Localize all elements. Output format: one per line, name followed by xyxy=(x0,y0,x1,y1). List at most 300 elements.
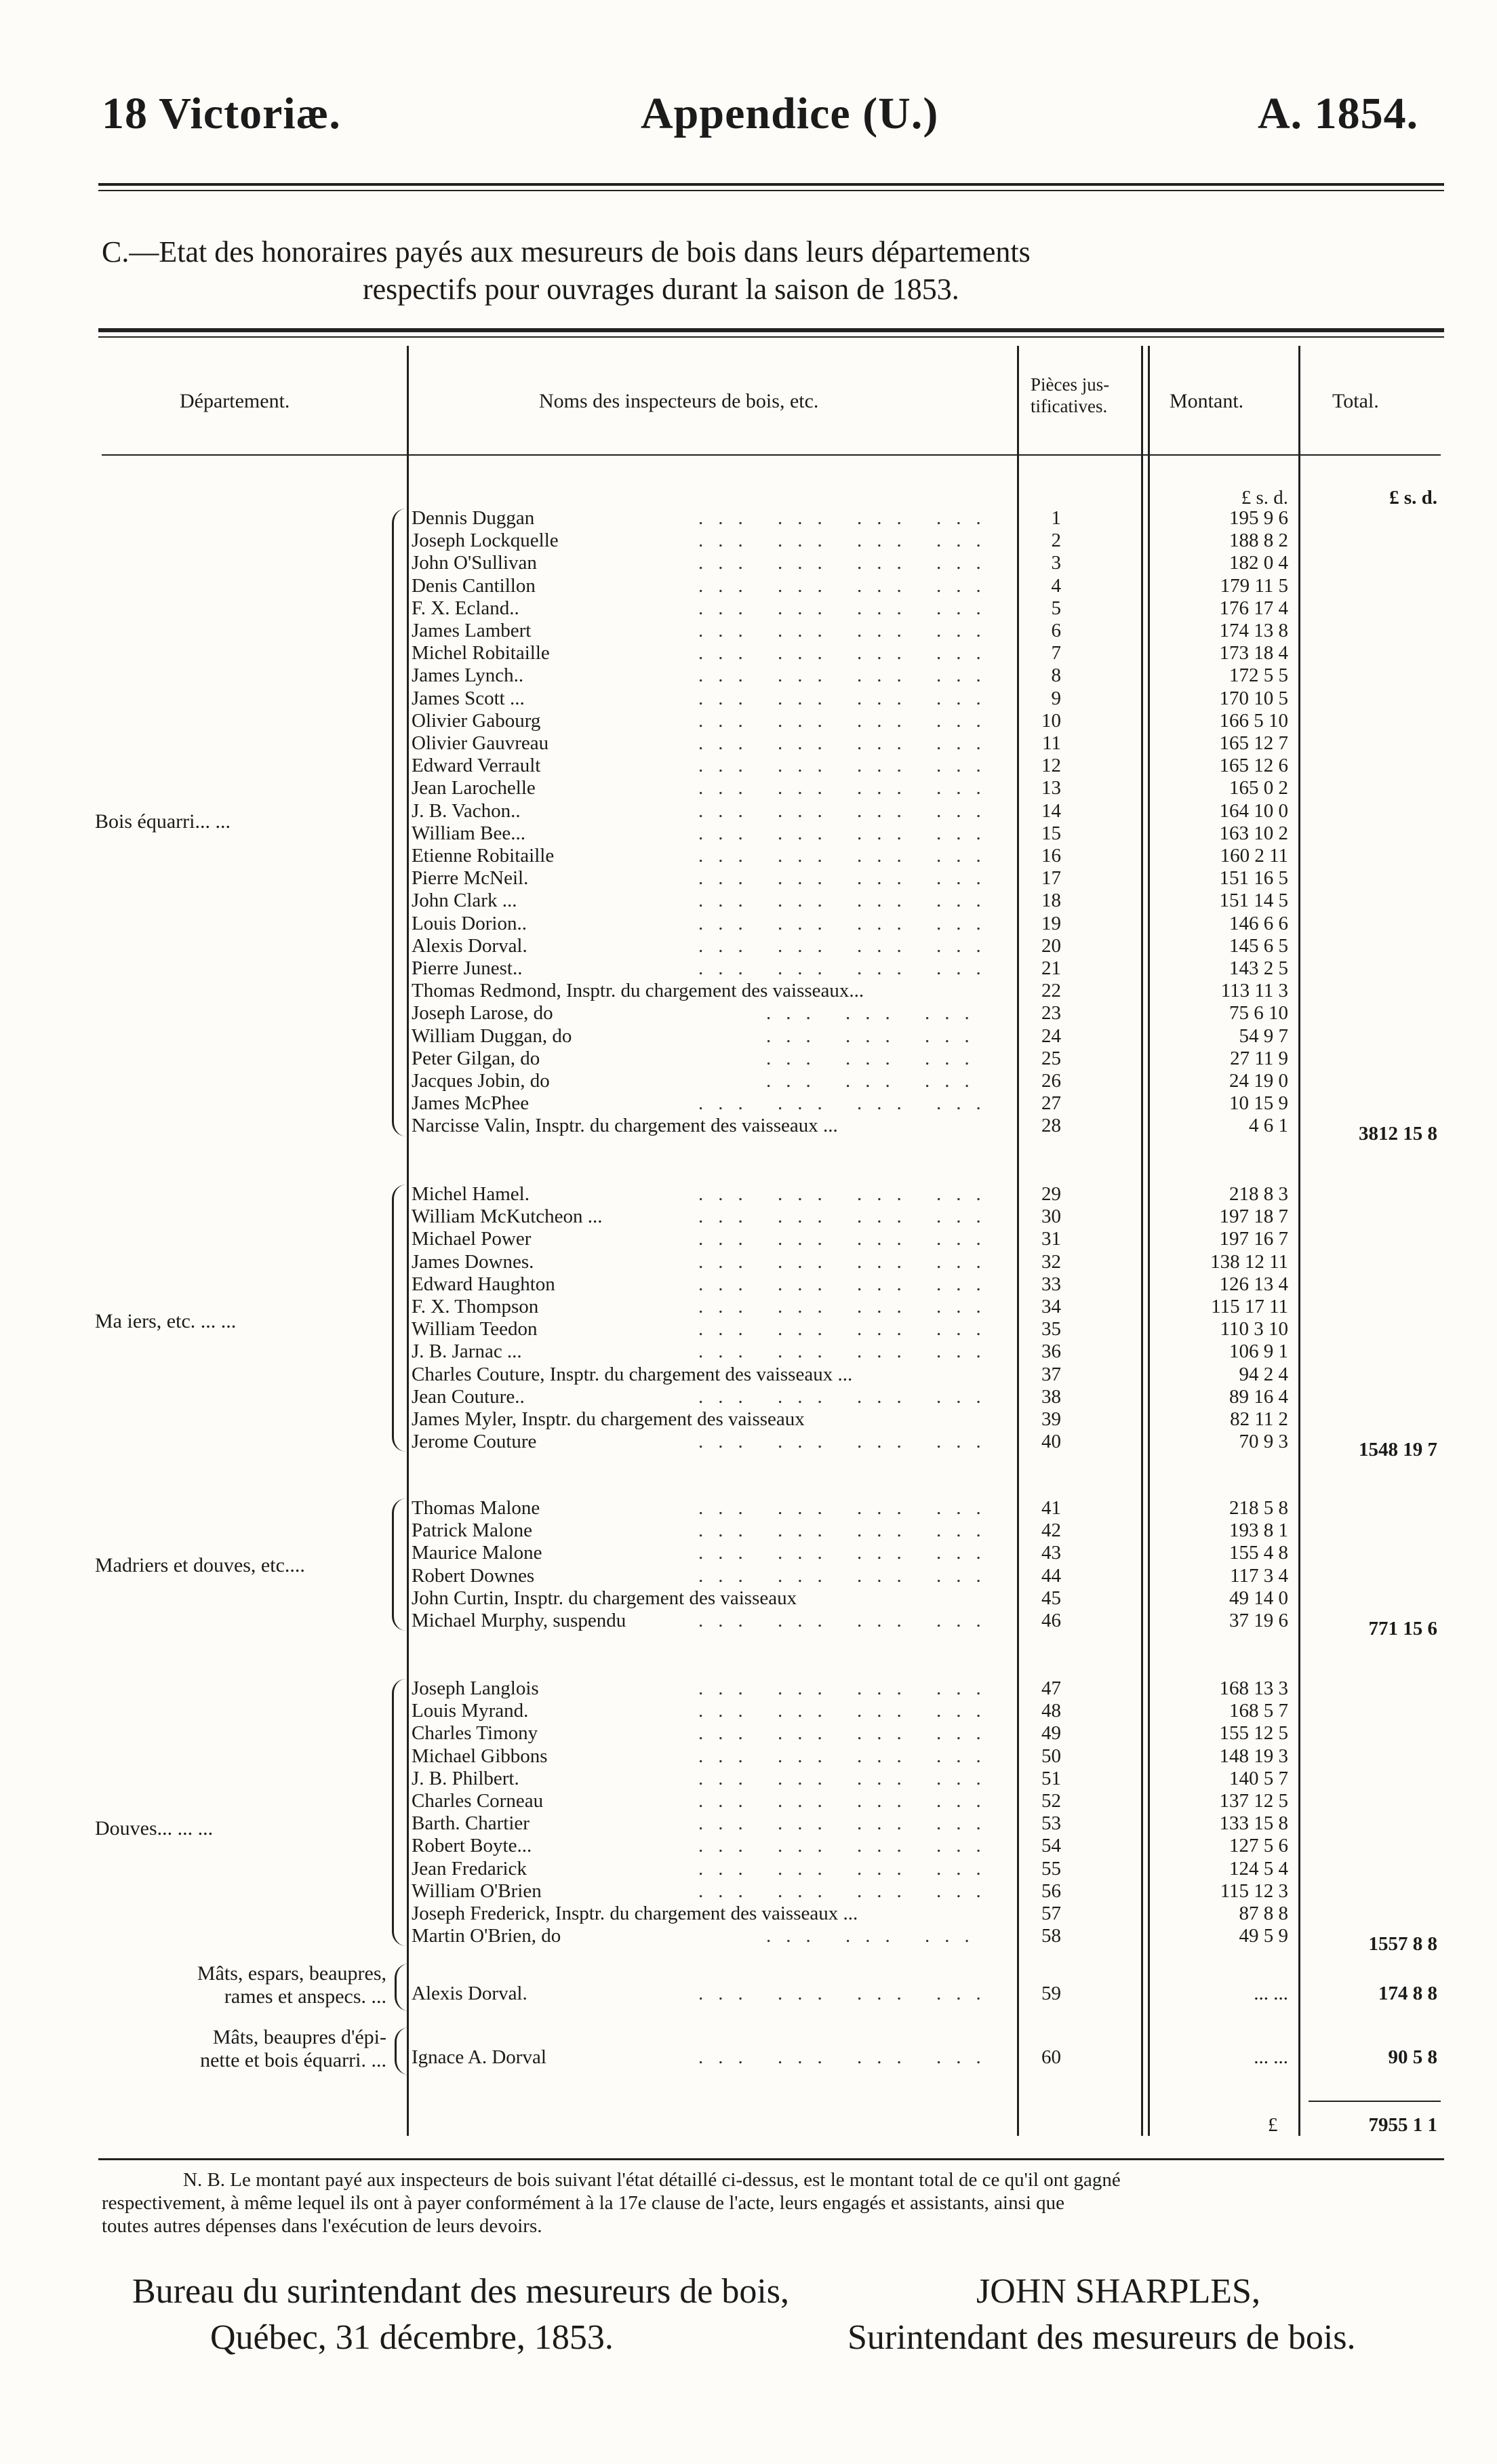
table-row xyxy=(0,530,1497,552)
amount-cell: 113 11 3 xyxy=(1220,980,1288,1002)
table-row xyxy=(0,1048,1497,1070)
voucher-number: 39 xyxy=(1041,1408,1061,1430)
table-row xyxy=(0,935,1497,957)
amount-cell: 151 14 5 xyxy=(1219,890,1288,912)
table-row xyxy=(0,890,1497,912)
group-total: 90 5 8 xyxy=(1388,2046,1437,2068)
department-label: Mâts, beaupres d'épi- xyxy=(212,2026,386,2048)
currency-amount: £ s. d. xyxy=(1241,487,1288,509)
table-row xyxy=(0,1880,1497,1903)
voucher-number: 53 xyxy=(1041,1812,1061,1835)
table-row xyxy=(0,777,1497,799)
amount-cell: 160 2 11 xyxy=(1220,845,1288,867)
table-row xyxy=(0,1273,1497,1296)
leader-dots: ... ... ... ... xyxy=(698,1092,996,1115)
leader-dots: ... ... ... ... xyxy=(698,530,996,552)
inspector-name: James Lynch.. xyxy=(412,664,524,687)
leader-dots: ... ... ... ... xyxy=(698,890,996,912)
voucher-number: 31 xyxy=(1041,1228,1061,1250)
voucher-number: 24 xyxy=(1041,1025,1061,1047)
leader-dots: ... ... ... ... xyxy=(698,2046,996,2068)
leader-dots: ... ... ... ... xyxy=(698,732,996,754)
amount-cell: 87 8 8 xyxy=(1239,1903,1288,1924)
amount-cell: 179 11 5 xyxy=(1220,574,1288,597)
voucher-number: 1 xyxy=(1051,507,1061,529)
voucher-number: 7 xyxy=(1051,642,1061,664)
inspector-name: Charles Corneau xyxy=(412,1790,544,1812)
department-label: Bois équarri... ... xyxy=(95,810,231,833)
leader-dots: ... ... ... ... xyxy=(698,1497,996,1519)
leader-dots: ... ... ... xyxy=(766,1002,984,1025)
table-row xyxy=(0,620,1497,642)
table-row xyxy=(0,688,1497,710)
department-label: Madriers et douves, etc.... xyxy=(95,1554,305,1576)
amount-cell: 115 12 3 xyxy=(1220,1880,1288,1902)
department-label: Douves... ... ... xyxy=(95,1817,214,1840)
amount-cell: 163 10 2 xyxy=(1219,822,1288,844)
currency-row xyxy=(0,487,1497,509)
voucher-number: 17 xyxy=(1041,867,1061,890)
table-row xyxy=(0,755,1497,777)
voucher-number: 55 xyxy=(1041,1857,1061,1880)
table-row xyxy=(0,1722,1497,1745)
inspector-name: Jean Larochelle xyxy=(412,777,536,799)
leader-dots: ... ... ... ... xyxy=(698,1880,996,1902)
inspector-name: William O'Brien xyxy=(412,1880,542,1902)
voucher-number: 11 xyxy=(1042,732,1061,754)
inspector-name: Edward Verrault xyxy=(412,755,541,777)
table-row xyxy=(0,1070,1497,1092)
leader-dots: ... ... ... ... xyxy=(698,1610,996,1631)
voucher-number: 45 xyxy=(1041,1587,1061,1609)
header-right: A. 1854. xyxy=(1258,89,1419,138)
table-row xyxy=(0,913,1497,935)
inspector-name: John Clark ... xyxy=(412,890,517,912)
inspector-name: Joseph Frederick, Insptr. du chargement des vaisseaux ... xyxy=(412,1903,858,1924)
voucher-number: 58 xyxy=(1041,1925,1061,1947)
leader-dots: ... ... ... xyxy=(766,1070,984,1092)
amount-cell: 27 11 9 xyxy=(1230,1047,1288,1069)
voucher-number: 54 xyxy=(1041,1835,1061,1857)
inspector-name: J. B. Philbert. xyxy=(412,1767,519,1789)
leader-dots: ... ... ... ... xyxy=(698,777,996,799)
table-row xyxy=(0,552,1497,574)
inspector-name: Dennis Duggan xyxy=(412,507,535,529)
inspector-name: Patrick Malone xyxy=(412,1519,532,1542)
header-center: Appendice (U.) xyxy=(641,89,939,138)
inspector-name: Michael Power xyxy=(412,1228,532,1250)
leader-dots: ... ... ... ... xyxy=(698,1745,996,1767)
voucher-number: 27 xyxy=(1041,1092,1061,1115)
voucher-number: 49 xyxy=(1041,1722,1061,1745)
amount-cell: 195 9 6 xyxy=(1229,507,1288,529)
amount-cell: 146 6 6 xyxy=(1229,912,1288,934)
header-rule-thin xyxy=(98,190,1444,191)
inspector-name: F. X. Ecland.. xyxy=(412,597,519,619)
amount-cell: 140 5 7 xyxy=(1229,1767,1288,1789)
table-row xyxy=(0,1183,1497,1206)
voucher-number: 41 xyxy=(1041,1497,1061,1519)
voucher-number: 3 xyxy=(1051,552,1061,574)
leader-dots: ... ... ... ... xyxy=(698,1340,996,1363)
leader-dots: ... ... ... ... xyxy=(698,957,996,979)
amount-cell: 165 12 6 xyxy=(1219,755,1288,777)
note-line-1: N. B. Le montant payé aux inspecteurs de bois suivant l'état détaillé ci-dessus, est le montant total de ce qu'il ont gagné xyxy=(183,2169,1121,2191)
leader-dots: ... ... ... ... xyxy=(698,642,996,664)
inspector-name: James Scott ... xyxy=(412,687,525,709)
amount-cell: 89 16 4 xyxy=(1229,1385,1288,1408)
amount-cell: 117 3 4 xyxy=(1230,1564,1288,1587)
amount-cell: 166 5 10 xyxy=(1219,709,1288,732)
table-row xyxy=(0,664,1497,687)
caption-line-1: C.—Etat des honoraires payés aux mesureurs de bois dans leurs départements xyxy=(102,235,1031,269)
amount-cell: 49 14 0 xyxy=(1229,1587,1288,1609)
table-row xyxy=(0,1251,1497,1273)
inspector-name: Jean Fredarick xyxy=(412,1857,527,1880)
inspector-name: Louis Myrand. xyxy=(412,1700,529,1722)
voucher-number: 23 xyxy=(1041,1002,1061,1025)
group-brace xyxy=(392,1185,406,1452)
table-top-rule xyxy=(98,328,1444,332)
table-row xyxy=(0,1115,1497,1145)
voucher-number: 20 xyxy=(1041,934,1061,957)
department-label: nette et bois équarri. ... xyxy=(200,2049,386,2071)
table-row xyxy=(0,1002,1497,1025)
group-brace xyxy=(392,1679,406,1946)
leader-dots: ... ... ... ... xyxy=(698,1564,996,1587)
amount-cell: 37 19 6 xyxy=(1229,1610,1288,1631)
inspector-name: Charles Timony xyxy=(412,1722,538,1745)
inspector-name: Martin O'Brien, do xyxy=(412,1925,561,1947)
inspector-name: Pierre Junest.. xyxy=(412,957,523,979)
voucher-number: 8 xyxy=(1051,664,1061,687)
table-row xyxy=(0,1925,1497,1955)
leader-dots: ... ... ... ... xyxy=(698,1273,996,1295)
grand-total-row xyxy=(0,2114,1497,2137)
inspector-name: Edward Haughton xyxy=(412,1273,555,1295)
leader-dots: ... ... ... ... xyxy=(698,597,996,619)
footer-office: Bureau du surintendant des mesureurs de bois, xyxy=(132,2272,790,2311)
leader-dots: ... ... ... ... xyxy=(698,845,996,867)
inspector-name: Thomas Malone xyxy=(412,1497,540,1519)
inspector-name: J. B. Jarnac ... xyxy=(412,1340,522,1363)
amount-cell: 110 3 10 xyxy=(1220,1318,1288,1340)
table-row xyxy=(0,1677,1497,1700)
grand-total-value: 7955 1 1 xyxy=(1368,2114,1437,2136)
inspector-name: Etienne Robitaille xyxy=(412,845,555,867)
leader-dots: ... ... ... ... xyxy=(698,1700,996,1722)
voucher-number: 59 xyxy=(1041,1983,1061,2004)
voucher-number: 18 xyxy=(1041,890,1061,912)
inspector-name: James Myler, Insptr. du chargement des vaisseaux xyxy=(412,1408,805,1430)
leader-dots: ... ... ... ... xyxy=(698,1206,996,1228)
amount-cell: 94 2 4 xyxy=(1239,1363,1288,1385)
group-total: 3812 15 8 xyxy=(1359,1123,1437,1145)
amount-cell: 124 5 4 xyxy=(1229,1857,1288,1880)
table-row xyxy=(0,1768,1497,1790)
amount-cell: 106 9 1 xyxy=(1229,1340,1288,1363)
leader-dots: ... ... ... ... xyxy=(698,1542,996,1564)
voucher-number: 37 xyxy=(1041,1363,1061,1385)
inspector-name: Michael Murphy, suspendu xyxy=(412,1610,626,1631)
leader-dots: ... ... ... ... xyxy=(698,1431,996,1453)
voucher-number: 4 xyxy=(1051,574,1061,597)
amount-cell: 70 9 3 xyxy=(1239,1431,1288,1453)
table-row xyxy=(0,1790,1497,1812)
inspector-name: Maurice Malone xyxy=(412,1542,542,1564)
grand-total-rule xyxy=(1309,2101,1441,2102)
voucher-number: 6 xyxy=(1051,620,1061,641)
table-row xyxy=(0,1903,1497,1925)
group-brace xyxy=(395,1964,409,2011)
note-line-3: toutes autres dépenses dans l'exécution de leurs devoirs. xyxy=(102,2215,542,2237)
table-row xyxy=(0,1431,1497,1461)
table-row xyxy=(0,507,1497,530)
header-bottom-rule xyxy=(102,454,1441,456)
inspector-name: Narcisse Valin, Insptr. du chargement des vaisseaux ... xyxy=(412,1115,838,1137)
voucher-number: 22 xyxy=(1041,980,1061,1002)
voucher-number: 21 xyxy=(1041,957,1061,979)
voucher-number: 12 xyxy=(1041,755,1061,777)
inspector-name: Michel Hamel. xyxy=(412,1183,530,1205)
amount-cell: 155 4 8 xyxy=(1229,1542,1288,1564)
inspector-name: Louis Dorion.. xyxy=(412,912,527,934)
inspector-name: Peter Gilgan, do xyxy=(412,1047,540,1069)
inspector-name: James McPhee xyxy=(412,1092,530,1115)
amount-cell: 164 10 0 xyxy=(1219,799,1288,822)
inspector-name: William McKutcheon ... xyxy=(412,1206,603,1228)
voucher-number: 30 xyxy=(1041,1206,1061,1228)
inspector-name: Michel Robitaille xyxy=(412,642,550,664)
col-names: Noms des inspecteurs de bois, etc. xyxy=(539,390,819,412)
leader-dots: ... ... ... ... xyxy=(698,620,996,641)
inspector-name: Alexis Dorval. xyxy=(412,934,527,957)
col-pieces-1: Pièces jus- xyxy=(1031,374,1110,395)
voucher-number: 36 xyxy=(1041,1340,1061,1363)
voucher-number: 33 xyxy=(1041,1273,1061,1295)
table-row xyxy=(0,1340,1497,1363)
leader-dots: ... ... ... ... xyxy=(698,574,996,597)
voucher-number: 9 xyxy=(1051,687,1061,709)
voucher-number: 42 xyxy=(1041,1519,1061,1542)
leader-dots: ... ... ... ... xyxy=(698,507,996,529)
amount-cell: 133 15 8 xyxy=(1219,1812,1288,1835)
inspector-name: Joseph Langlois xyxy=(412,1677,539,1699)
leader-dots: ... ... ... ... xyxy=(698,1767,996,1789)
inspector-name: William Teedon xyxy=(412,1318,538,1340)
inspector-name: Ignace A. Dorval xyxy=(412,2046,546,2068)
voucher-number: 26 xyxy=(1041,1070,1061,1092)
amount-cell: 54 9 7 xyxy=(1239,1025,1288,1047)
amount-cell: 138 12 11 xyxy=(1210,1250,1288,1273)
amount-cell: 165 0 2 xyxy=(1229,777,1288,799)
voucher-number: 47 xyxy=(1041,1677,1061,1699)
group-total: 1557 8 8 xyxy=(1368,1933,1437,1955)
amount-cell: 218 8 3 xyxy=(1229,1183,1288,1205)
voucher-number: 57 xyxy=(1041,1903,1061,1924)
amount-cell: 165 12 7 xyxy=(1219,732,1288,754)
inspector-name: William Duggan, do xyxy=(412,1025,572,1047)
col-pieces-2: tificatives. xyxy=(1031,396,1108,416)
note-line-2: respectivement, à même lequel ils ont à payer conformément à la 17e clause de l'acte, leurs engagés et assistants, ainsi que xyxy=(102,2192,1065,2214)
leader-dots: ... ... ... ... xyxy=(698,1385,996,1408)
voucher-number: 52 xyxy=(1041,1790,1061,1812)
amount-cell: 137 12 5 xyxy=(1219,1790,1288,1812)
group-total: 1548 19 7 xyxy=(1359,1439,1437,1461)
leader-dots: ... ... ... ... xyxy=(698,822,996,844)
leader-dots: ... ... ... ... xyxy=(698,934,996,957)
table-row xyxy=(0,867,1497,890)
footer-date: Québec, 31 décembre, 1853. xyxy=(210,2318,614,2357)
voucher-number: 38 xyxy=(1041,1385,1061,1408)
amount-cell: 10 15 9 xyxy=(1229,1092,1288,1115)
department-label: Mâts, espars, beaupres, xyxy=(197,1962,386,1985)
currency-total: £ s. d. xyxy=(1389,487,1437,509)
voucher-number: 56 xyxy=(1041,1880,1061,1902)
voucher-number: 19 xyxy=(1041,912,1061,934)
amount-cell: 24 19 0 xyxy=(1229,1070,1288,1092)
voucher-number: 10 xyxy=(1041,709,1061,732)
table-row xyxy=(0,1025,1497,1048)
leader-dots: ... ... ... ... xyxy=(698,552,996,574)
voucher-number: 25 xyxy=(1041,1047,1061,1069)
table-row xyxy=(0,1206,1497,1228)
voucher-number: 16 xyxy=(1041,845,1061,867)
table-bottom-rule xyxy=(98,2158,1444,2160)
inspector-name: Barth. Chartier xyxy=(412,1812,530,1835)
amount-cell: 188 8 2 xyxy=(1229,530,1288,552)
amount-cell: 49 5 9 xyxy=(1239,1925,1288,1947)
table-row xyxy=(0,732,1497,755)
inspector-name: Olivier Gabourg xyxy=(412,709,541,732)
amount-cell: 126 13 4 xyxy=(1219,1273,1288,1295)
voucher-number: 43 xyxy=(1041,1542,1061,1564)
col-amount: Montant. xyxy=(1170,390,1244,412)
amount-cell: 193 8 1 xyxy=(1229,1519,1288,1542)
leader-dots: ... ... ... ... xyxy=(698,912,996,934)
leader-dots: ... ... ... ... xyxy=(698,1677,996,1699)
table-row xyxy=(0,642,1497,664)
leader-dots: ... ... ... ... xyxy=(698,1812,996,1835)
voucher-number: 35 xyxy=(1041,1318,1061,1340)
leader-dots: ... ... ... ... xyxy=(698,1183,996,1205)
leader-dots: ... ... ... ... xyxy=(698,687,996,709)
inspector-name: James Downes. xyxy=(412,1250,534,1273)
header-rule xyxy=(98,183,1444,186)
group-total: 174 8 8 xyxy=(1378,1983,1437,2004)
inspector-name: Pierre McNeil. xyxy=(412,867,529,890)
voucher-number: 2 xyxy=(1051,530,1061,552)
inspector-name: Robert Downes xyxy=(412,1564,535,1587)
voucher-number: 46 xyxy=(1041,1610,1061,1631)
leader-dots: ... ... ... ... xyxy=(698,799,996,822)
amount-cell: 143 2 5 xyxy=(1229,957,1288,979)
amount-cell: 176 17 4 xyxy=(1219,597,1288,619)
amount-cell: 75 6 10 xyxy=(1229,1002,1288,1025)
table-row xyxy=(0,575,1497,597)
leader-dots: ... ... ... ... xyxy=(698,867,996,890)
voucher-number: 34 xyxy=(1041,1296,1061,1317)
inspector-name: Jerome Couture xyxy=(412,1431,537,1453)
table-row xyxy=(0,1228,1497,1250)
table-row xyxy=(0,1610,1497,1640)
leader-dots: ... ... ... ... xyxy=(698,1722,996,1745)
amount-cell: 155 12 5 xyxy=(1219,1722,1288,1745)
amount-cell: 127 5 6 xyxy=(1229,1835,1288,1857)
grand-total-symbol: £ xyxy=(1268,2114,1278,2136)
amount-cell: 148 19 3 xyxy=(1219,1745,1288,1767)
footer-signature: JOHN SHARPLES, xyxy=(976,2272,1260,2311)
amount-cell: ... ... xyxy=(1254,1983,1288,2004)
leader-dots: ... ... ... ... xyxy=(698,1983,996,2004)
leader-dots: ... ... ... xyxy=(766,1025,984,1047)
leader-dots: ... ... ... ... xyxy=(698,1228,996,1250)
inspector-name: John Curtin, Insptr. du chargement des vaisseaux xyxy=(412,1587,797,1609)
col-department: Département. xyxy=(180,390,290,412)
inspector-name: Alexis Dorval. xyxy=(412,1983,527,2004)
leader-dots: ... ... ... ... xyxy=(698,1250,996,1273)
inspector-name: J. B. Vachon.. xyxy=(412,799,521,822)
table-row xyxy=(0,1587,1497,1610)
department-label: rames et anspecs. ... xyxy=(224,1985,386,2008)
amount-cell: 168 13 3 xyxy=(1219,1677,1288,1699)
table-row xyxy=(0,1745,1497,1768)
table-row xyxy=(0,1092,1497,1115)
inspector-name: Olivier Gauvreau xyxy=(412,732,549,754)
table-row xyxy=(0,1386,1497,1408)
voucher-number: 13 xyxy=(1041,777,1061,799)
leader-dots: ... ... ... ... xyxy=(698,1790,996,1812)
voucher-number: 60 xyxy=(1041,2046,1061,2068)
leader-dots: ... ... ... ... xyxy=(698,1318,996,1340)
table-row xyxy=(0,597,1497,620)
voucher-number: 15 xyxy=(1041,822,1061,844)
group-brace xyxy=(392,1498,406,1631)
department-label: Ma iers, etc. ... ... xyxy=(95,1310,237,1332)
voucher-number: 50 xyxy=(1041,1745,1061,1767)
header-left: 18 Victoriæ. xyxy=(102,89,341,138)
inspector-name: John O'Sullivan xyxy=(412,552,537,574)
inspector-name: Jacques Jobin, do xyxy=(412,1070,550,1092)
voucher-number: 5 xyxy=(1051,597,1061,619)
voucher-number: 32 xyxy=(1041,1250,1061,1273)
leader-dots: ... ... ... ... xyxy=(698,1857,996,1880)
leader-dots: ... ... ... ... xyxy=(698,1519,996,1542)
table-row xyxy=(0,1700,1497,1722)
inspector-name: James Lambert xyxy=(412,620,532,641)
group-total: 771 15 6 xyxy=(1368,1618,1437,1640)
group-brace xyxy=(392,509,406,1136)
leader-dots: ... ... ... ... xyxy=(698,1296,996,1317)
leader-dots: ... ... ... ... xyxy=(698,664,996,687)
leader-dots: ... ... ... ... xyxy=(698,709,996,732)
table-row xyxy=(0,845,1497,867)
voucher-number: 40 xyxy=(1041,1431,1061,1453)
table-row xyxy=(0,980,1497,1002)
voucher-number: 48 xyxy=(1041,1700,1061,1722)
amount-cell: 168 5 7 xyxy=(1229,1700,1288,1722)
table-row xyxy=(0,1364,1497,1386)
amount-cell: 145 6 5 xyxy=(1229,934,1288,957)
table-row xyxy=(0,1497,1497,1519)
table-top-rule-thin xyxy=(98,336,1444,338)
amount-cell: 4 6 1 xyxy=(1249,1115,1288,1137)
amount-cell: 82 11 2 xyxy=(1230,1408,1288,1430)
amount-cell: 197 16 7 xyxy=(1219,1228,1288,1250)
leader-dots: ... ... ... xyxy=(766,1925,984,1947)
amount-cell: 115 17 11 xyxy=(1211,1296,1288,1317)
amount-cell: 170 10 5 xyxy=(1219,687,1288,709)
